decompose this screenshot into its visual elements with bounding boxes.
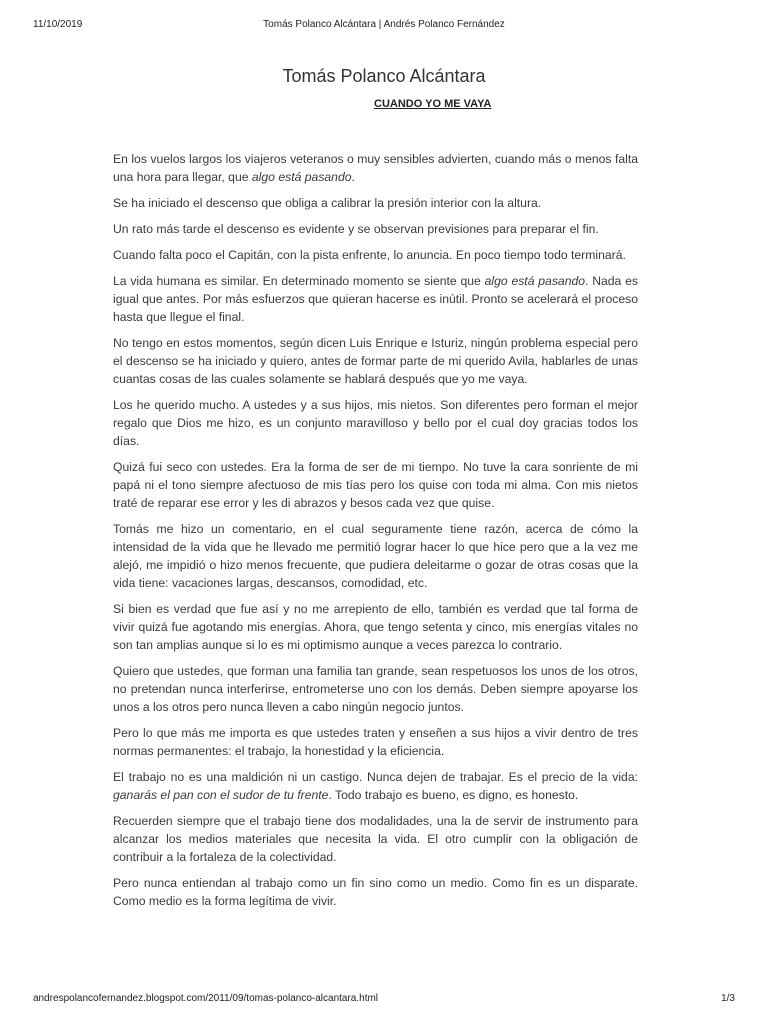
paragraph-9: Tomás me hizo un comentario, en el cual seguramente tiene razón, acerca de cómo la intensidad de la vida que he llevado me permitió lograr hacer lo que hice pero que a la vez me alejó, me impidió o hizo menos frecuente, que pudiera deleitarme o gozar de otras cosas que la vida tiene: vacaciones largas, descansos, comodidad, etc. [113, 522, 638, 590]
post-subtitle: CUANDO YO ME VAYA [374, 98, 492, 110]
paragraph-6: No tengo en estos momentos, según dicen Luis Enrique e Isturiz, ningún problema especial pero el descenso se ha iniciado y quiero, antes de formar parte de mi querido Avila, hablarles de unas cuantas cosas de las cuales solamente se hablará después que yo me vaya. [113, 336, 638, 386]
print-header-title: Tomás Polanco Alcántara | Andrés Polanco Fernández [263, 19, 505, 30]
paragraph-15: Pero nunca entiendan al trabajo como un fin sino como un medio. Como fin es un disparate. Como medio es la forma legítima de vivir. [113, 876, 638, 908]
print-footer-url: andrespolancofernandez.blogspot.com/2011/09/tomas-polanco-alcantara.html [33, 993, 379, 1004]
italic-phrase: ganarás el pan con el sudor de tu frente [113, 788, 329, 802]
paragraph-3: Un rato más tarde el descenso es evidente y se observan previsiones para preparar el fin. [113, 222, 599, 236]
paragraph-12: Pero lo que más me importa es que ustedes traten y enseñen a sus hijos a vivir dentro de tres normas permanentes: el trabajo, la honestidad y la eficiencia. [113, 726, 638, 758]
paragraph-4: Cuando falta poco el Capitán, con la pista enfrente, lo anuncia. En poco tiempo todo terminará. [113, 248, 626, 262]
paragraph-1: En los vuelos largos los viajeros veteranos o muy sensibles advierten, cuando más o menos falta una hora para llegar, que algo está pasando. [113, 152, 638, 184]
paragraph-7: Los he querido mucho. A ustedes y a sus hijos, mis nietos. Son diferentes pero forman el mejor regalo que Dios me hizo, es un conjunto maravilloso y bello por el cual doy gracias todos los días. [113, 398, 638, 448]
paragraph-11: Quiero que ustedes, que forman una familia tan grande, sean respetuosos los unos de los otros, no pretendan nunca interferirse, entrometerse uno con los demás. Deben siempre apoyarse los unos a los otros pero nunca lleven a cabo ningún negocio juntos. [113, 664, 638, 714]
italic-phrase: algo está pasando [251, 170, 352, 184]
paragraph-2: Se ha iniciado el descenso que obliga a calibrar la presión interior con la altura. [113, 196, 542, 210]
paragraph-5: La vida humana es similar. En determinado momento se siente que algo está pasando. Nada es igual que antes. Por más esfuerzos que quieran hacerse es inútil. Pronto se acelerará el proceso hasta que llegue el final. [113, 274, 638, 324]
print-header-date: 11/10/2019 [33, 19, 83, 30]
paragraph-8: Quizá fui seco con ustedes. Era la forma de ser de mi tiempo. No tuve la cara sonriente de mi papá ni el tono siempre afectuoso de mis tías pero los quise con toda mi alma. Con mis nietos traté de reparar ese error y les di abrazos y besos cada vez que quise. [113, 460, 638, 510]
print-footer-page: 1/3 [721, 993, 735, 1004]
post-body [113, 150, 638, 918]
italic-phrase: algo está pasando [484, 274, 586, 288]
paragraph-13: El trabajo no es una maldición ni un castigo. Nunca dejen de trabajar. Es el precio de la vida: ganarás el pan con el sudor de tu frente. Todo trabajo es bueno, es digno, es honesto. [113, 770, 638, 802]
post-title: Tomás Polanco Alcántara [282, 66, 486, 86]
paragraph-14: Recuerden siempre que el trabajo tiene dos modalidades, una la de servir de instrumento para alcanzar los medios materiales que necesita la vida. El otro cumplir con la obligación de contribuir a la fortaleza de la colectividad. [113, 814, 638, 864]
paragraph-10: Si bien es verdad que fue así y no me arrepiento de ello, también es verdad que tal forma de vivir quizá fue agotando mis energías. Ahora, que tengo setenta y cinco, mis energías vitales no son tan amplias aunque si lo es mi optimismo aunque a veces parezca lo contrario. [113, 602, 638, 652]
